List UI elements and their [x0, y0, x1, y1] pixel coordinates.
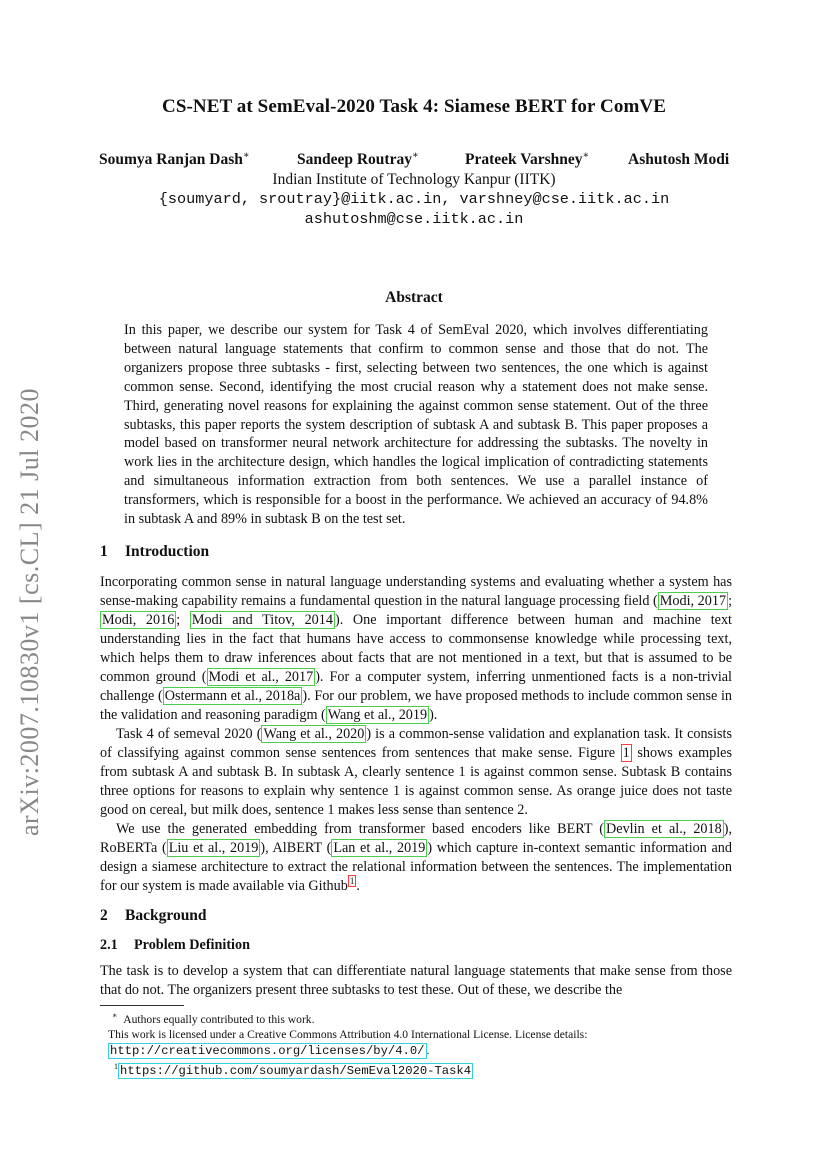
citation-link[interactable]: Modi and Titov, 2014	[191, 612, 333, 628]
paragraph	[100, 725, 732, 820]
text-run: shows examples from subtask A and subtask B. In subtask A, clearly sentence 1 is against common sense. Subtask B contains three options for reasons to explain why sentence 1 is against common sense. As orange juice does not taste good on cereal, but milk does, sentence 1 makes less sense than sentence 2.	[100, 745, 732, 818]
author-email-2: ashutoshm@cse.iitk.ac.in	[304, 210, 524, 228]
text-run: Incorporating common sense in natural language understanding systems and evaluating whether a system has sense-making capability remains a fundamental question in the natural language processing field (	[100, 574, 732, 609]
paragraph	[100, 573, 732, 725]
author-mark: ∗	[411, 150, 419, 161]
section-number: 1	[100, 543, 108, 560]
author-2	[297, 150, 419, 169]
citation-link[interactable]: Modi et al., 2017	[208, 669, 314, 685]
text-run: ). One important difference between human and machine text understanding lies in the fact that humans have access to commonsense knowledge while processing text, which helps them to draw inferences about facts that are not mentioned in a text, but that is assumed to be common ground (	[100, 612, 732, 685]
text-run: Task 4 of semeval 2020 (	[116, 726, 262, 742]
author-1	[99, 150, 250, 169]
author-4	[628, 150, 729, 169]
text-run: ). For a computer system, inferring unmentioned facts is a non-trivial challenge (	[100, 669, 732, 704]
figure-ref-link[interactable]: 1	[622, 745, 630, 761]
section-number: 2	[100, 907, 108, 924]
github-url-link[interactable]: https://github.com/soumyardash/SemEval2020-Task4	[120, 1064, 472, 1079]
affiliation: Indian Institute of Technology Kanpur (IITK)	[272, 171, 556, 188]
text-run: We use the generated embedding from transformer based encoders like BERT (	[116, 821, 605, 837]
author-mark: ∗	[242, 150, 250, 161]
section-title: Background	[125, 907, 207, 924]
footnote-mark: ∗	[112, 1011, 118, 1020]
footnote-text: This work is licensed under a Creative Commons Attribution 4.0 International License. License details:	[108, 1028, 588, 1042]
footnote-text: Authors equally contributed to this work.	[123, 1012, 315, 1026]
citation-link[interactable]: Wang et al., 2020	[263, 726, 365, 742]
footnote-ref-link[interactable]: 1	[349, 876, 355, 887]
abstract-heading: Abstract	[385, 289, 443, 306]
footnote-mark: 1	[114, 1062, 118, 1072]
citation-link[interactable]: Devlin et al., 2018	[606, 821, 722, 837]
author-name: Prateek Varshney	[465, 151, 583, 169]
text-run: .	[356, 878, 360, 894]
citation-link[interactable]: Liu et al., 2019	[168, 840, 259, 856]
subsection-number: 2.1	[100, 937, 118, 953]
author-name: Sandeep Routray	[297, 151, 412, 169]
author-mark: ∗	[582, 150, 590, 161]
arxiv-stamp	[0, 372, 60, 852]
background-body	[100, 962, 732, 1000]
footnotes	[100, 1008, 732, 1080]
footnote-github	[100, 1059, 732, 1079]
author-3	[465, 150, 589, 169]
author-name: Soumya Ranjan Dash	[99, 151, 243, 169]
paper-title: CS-NET at SemEval-2020 Task 4: Siamese BERT for ComVE	[162, 96, 666, 117]
text-run: ;	[728, 593, 733, 609]
footnote-rule	[100, 1005, 184, 1006]
text-run: ).	[429, 707, 438, 723]
subsection-problem-definition-heading	[100, 937, 250, 954]
footnote-equal-contribution	[100, 1008, 732, 1027]
text-run: ), RoBERTa (	[100, 821, 732, 856]
text-run: ;	[176, 612, 190, 628]
license-url-link[interactable]: http://creativecommons.org/licenses/by/4.0/	[110, 1043, 425, 1058]
text-run: ), AlBERT (	[260, 840, 332, 856]
introduction-body	[100, 573, 732, 896]
citation-link[interactable]: Modi, 2016	[102, 612, 175, 628]
text-run: ) is a common-sense validation and explanation task. It consists of classifying against common sense sentences from sentences that make sense. Figure	[100, 726, 732, 761]
paragraph: The task is to develop a system that can differentiate natural language statements that make sense from those that do not. The organizers present three subtasks to test these. Out of these, we describe the	[100, 963, 732, 998]
citation-link[interactable]: Ostermann et al., 2018a	[164, 688, 301, 704]
citation-link[interactable]: Modi, 2017	[659, 593, 727, 609]
citation-link[interactable]: Wang et al., 2019	[327, 707, 428, 723]
footnote-text: .	[426, 1043, 430, 1057]
text-run: ) which capture in-context semantic information and design a siamese architecture to extract the relational information between the sentences. The implementation for our system is made available via Github	[100, 840, 732, 894]
paragraph	[100, 820, 732, 896]
footnote-license	[100, 1027, 732, 1059]
text-run: ). For our problem, we have proposed methods to include common sense in the validation and reasoning paradigm (	[100, 688, 733, 723]
abstract-text: In this paper, we describe our system for Task 4 of SemEval 2020, which involves differentiating between natural language statements that confirm to common sense and those that do not. The organizers propose three subtasks - first, selecting between two sentences, the one which is against common sense. Second, identifying the most crucial reason why a statement does not make sense. Third, generating novel reasons for explaining the against common sense statement. Out of the three subtasks, this paper reports the system description of subtask A and subtask B. This paper proposes a model based on transformer neural network architecture for addressing the subtasks. The novelty in work lies in the architecture design, which handles the logical implication of contradicting statements and simultaneous information extraction from both sentences. We use a parallel instance of transformers, which is responsible for a boost in the performance. We achieved an accuracy of 94.8% in subtask A and 89% in subtask B on the test set.	[124, 322, 708, 528]
author-emails: {soumyard, sroutray}@iitk.ac.in, varshney@cse.iitk.ac.in	[158, 190, 670, 208]
subsection-title: Problem Definition	[134, 937, 250, 953]
section-background-heading	[100, 907, 207, 925]
citation-link[interactable]: Lan et al., 2019	[333, 840, 426, 856]
section-introduction-heading	[100, 543, 209, 561]
author-name: Ashutosh Modi	[628, 151, 730, 169]
arxiv-id: arXiv:2007.10830v1 [cs.CL] 21 Jul 2020	[15, 388, 44, 836]
section-title: Introduction	[125, 543, 210, 560]
